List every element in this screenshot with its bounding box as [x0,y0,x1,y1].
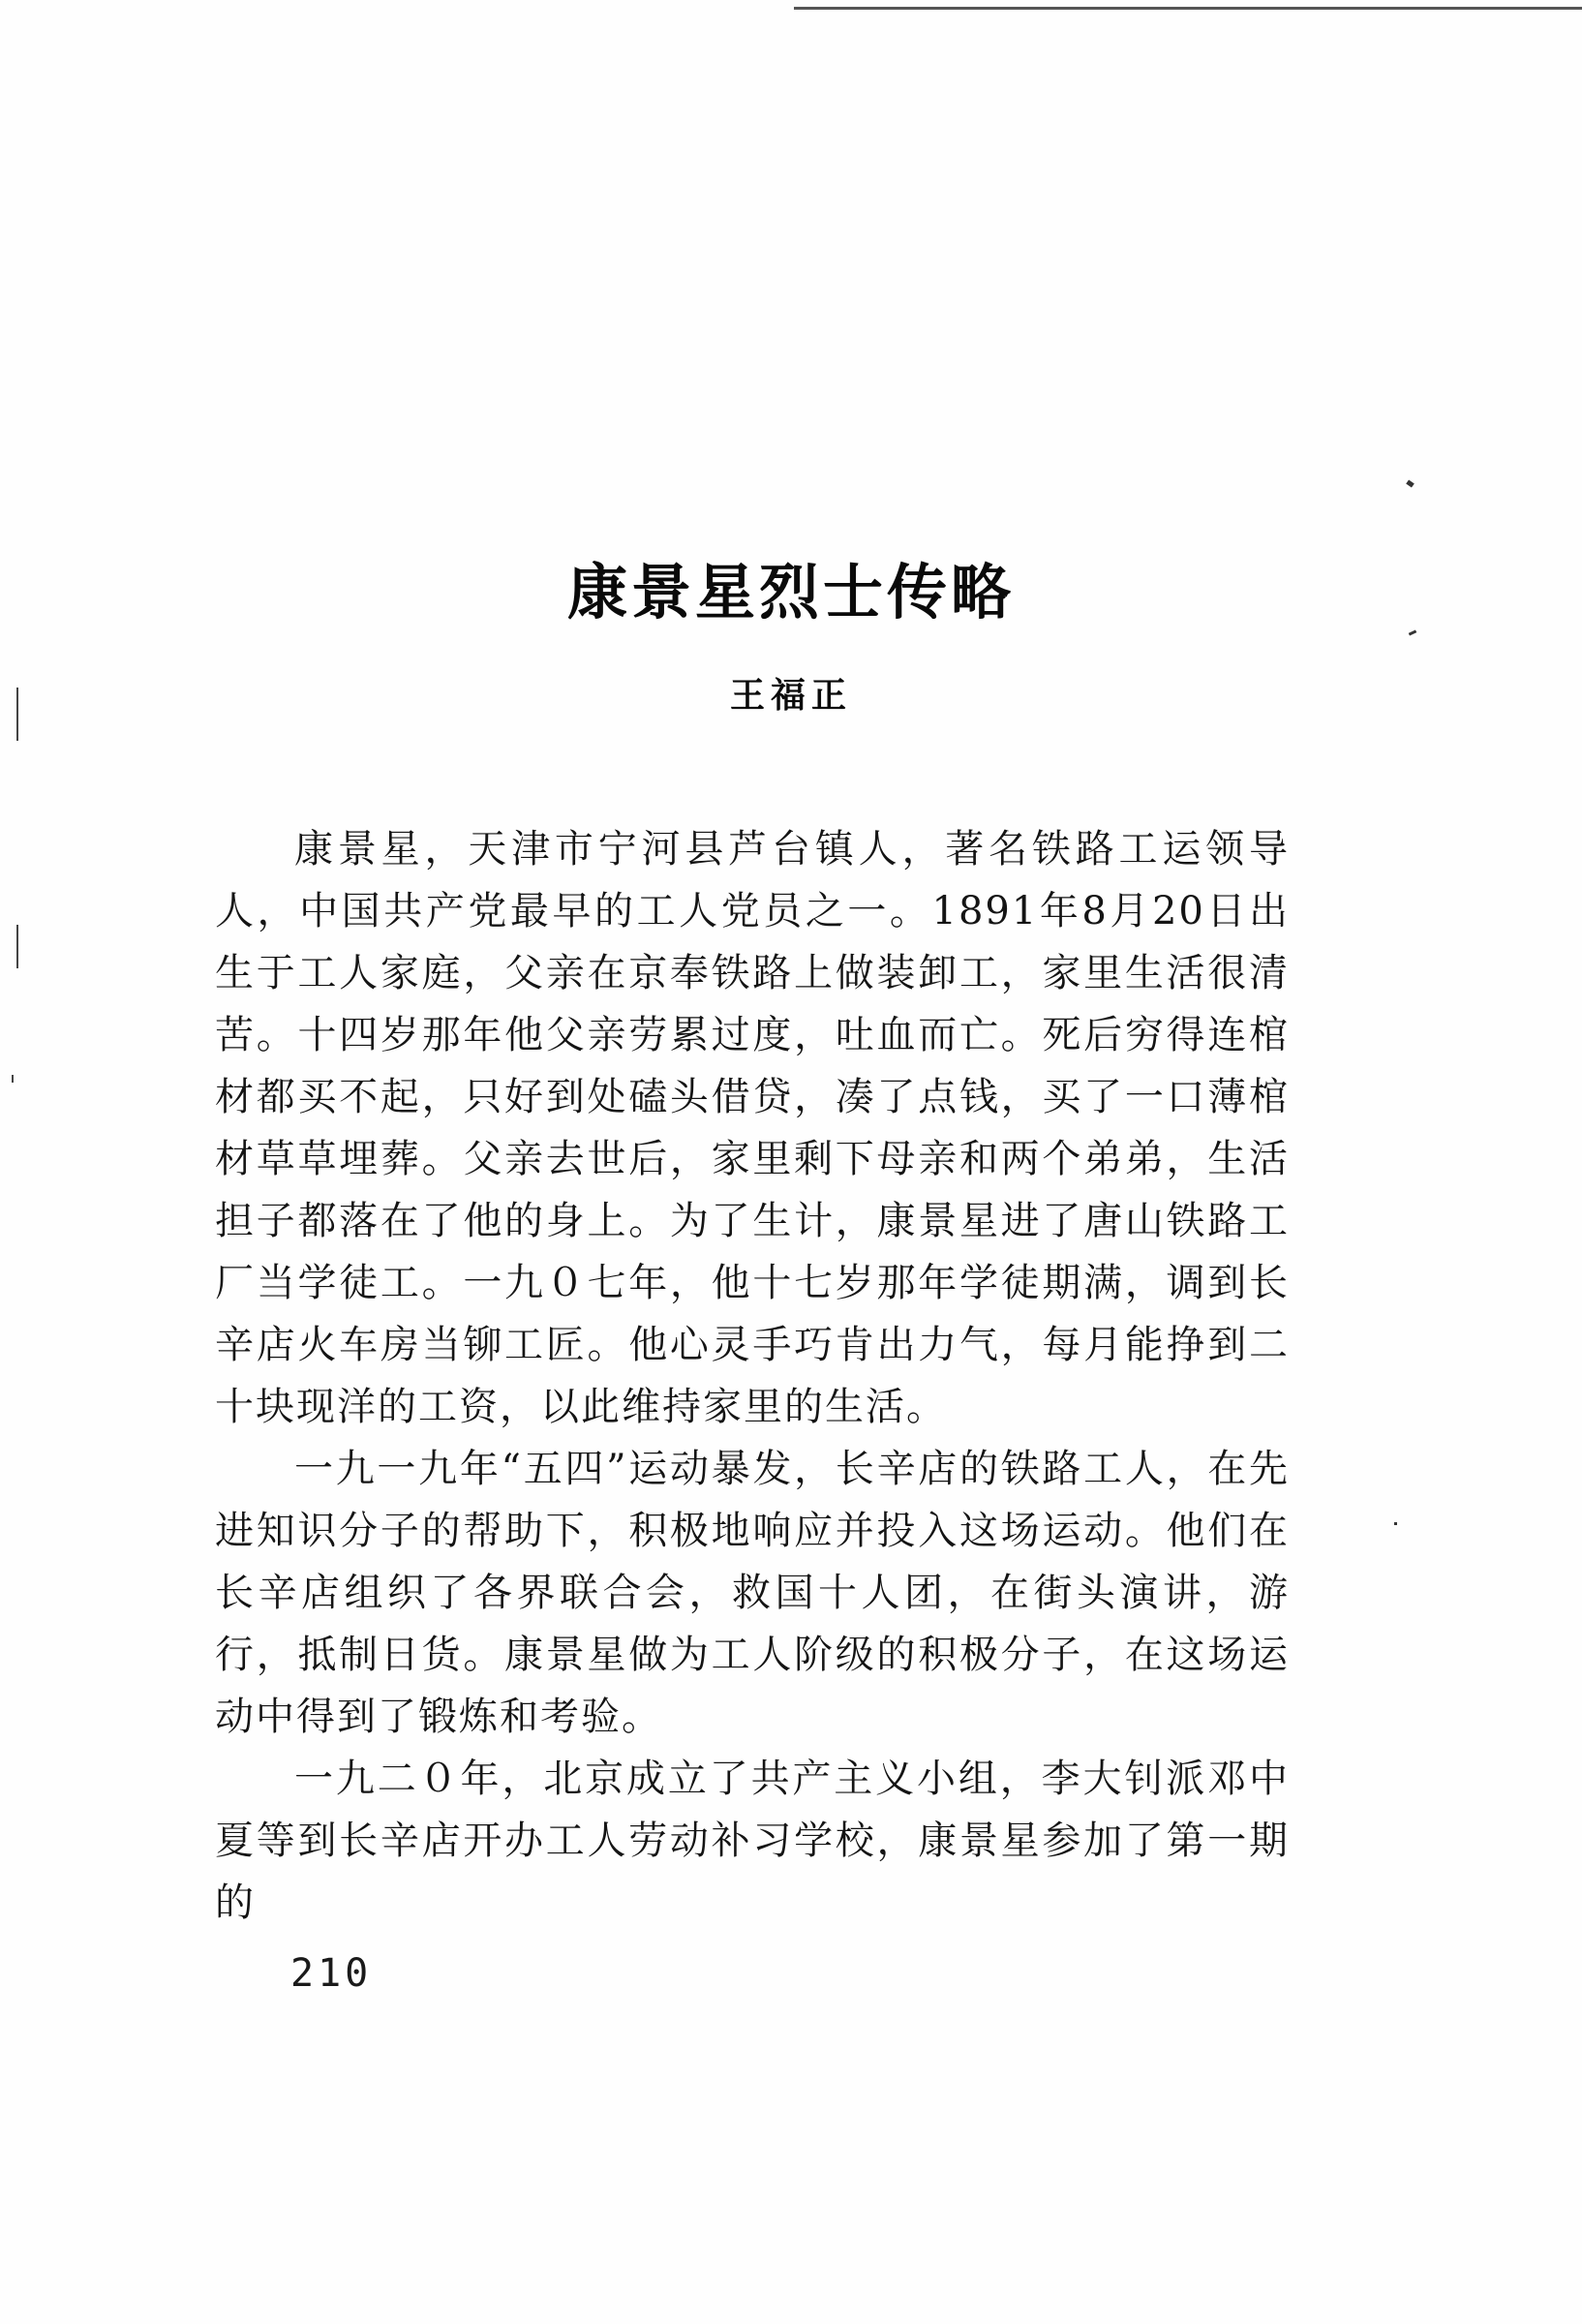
article-body [215,818,1290,1934]
paragraph: 一九一九年“五四”运动暴发，长辛店的铁路工人，在先进知识分子的帮助下，积极地响应并投入这场运动。他们在长辛店组织了各界联合会，救国十人团，在街头演讲，游行，抵制日货。康景星做为工人阶级的积极分子，在这场运动中得到了锻炼和考验。 [215,1447,1290,1739]
margin-mark [16,925,18,968]
page-number: 210 [290,1951,373,1996]
top-edge-rule [794,7,1582,10]
author-name: 王福正 [729,676,852,716]
paragraph: 康景星，天津市宁河县芦台镇人，著名铁路工运领导人，中国共产党最早的工人党员之一。1891年8月20日出生于工人家庭，父亲在京奉铁路上做装卸工，家里生活很清苦。十四岁那年他父亲劳累过度，吐血而亡。死后穷得连棺材都买不起，只好到处磕头借贷，凑了点钱，买了一口薄棺材草草埋葬。父亲去世后，家里剩下母亲和两个弟弟，生活担子都落在了他的身上。为了生计，康景星进了唐山铁路工厂当学徒工。一九０七年，他十七岁那年学徒期满，调到长辛店火车房当铆工匠。他心灵手巧肯出力气，每月能挣到二十块现洋的工资，以此维持家里的生活。 [215,827,1290,1429]
scan-speck [1406,479,1415,487]
margin-mark [12,1075,14,1083]
scan-speck [1394,1522,1397,1525]
scan-speck [1409,629,1417,635]
article-title: 康景星烈士传略 [566,556,1015,627]
paragraph: 一九二０年，北京成立了共产主义小组，李大钊派邓中夏等到长辛店开办工人劳动补习学校，康景星参加了第一期的 [215,1757,1290,1925]
